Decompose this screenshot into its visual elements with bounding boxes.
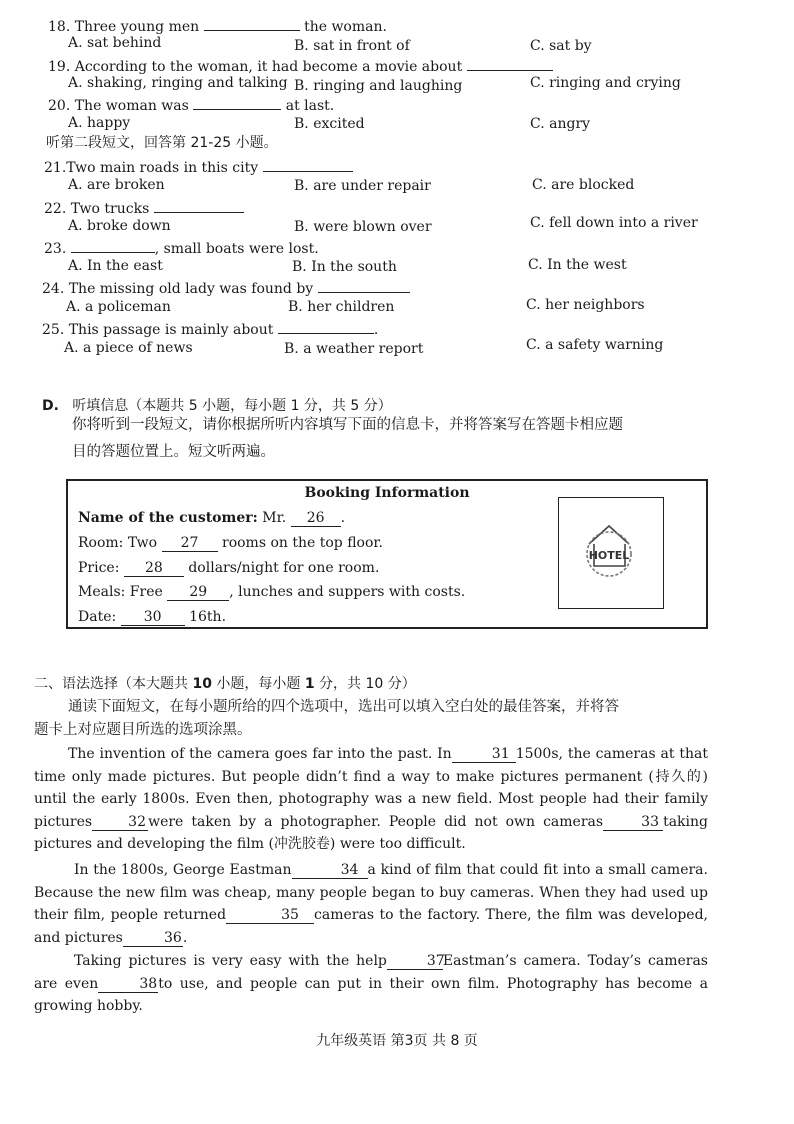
card-price-line: Price: 28 dollars/night for one room. [78,560,380,576]
blank-32[interactable]: 32 [92,814,148,831]
blank-28[interactable]: 28 [124,560,184,577]
blank-36[interactable]: 36 [123,930,183,947]
q19-option-c[interactable]: C. ringing and crying [530,75,681,91]
q19-blank[interactable] [467,54,553,71]
blank-37[interactable]: 37 [387,953,443,970]
card-title: Booking Information [304,485,470,501]
q18-option-a[interactable]: A. sat behind [68,35,162,51]
blank-35[interactable]: 35 [226,907,314,924]
card-date-line: Date: 30 16th. [78,609,227,625]
q23-option-b[interactable]: B. In the south [292,259,397,275]
q22-stem: 22. Two trucks [44,196,244,219]
q20-option-c[interactable]: C. angry [530,116,591,132]
q24-option-c[interactable]: C. her neighbors [526,297,645,313]
q18-stem: 18. Three young men the woman. [48,14,387,37]
passage2-instruction: 听第二段短文，回答第 21-25 小题。 [46,135,278,151]
section-d-instruction-2: 目的答题位置上。短文听两遍。 [72,444,275,460]
q25-option-b[interactable]: B. a weather report [284,341,424,357]
hotel-stamp-icon [559,498,662,607]
q21-blank[interactable] [263,155,353,172]
q24-option-b[interactable]: B. her children [288,299,395,315]
q19-stem: 19. According to the woman, it had become a movie about [48,54,553,77]
section-2-instruction-2: 题卡上对应题目所选的选项涂黑。 [34,722,252,738]
q25-stem: 25. This passage is mainly about . [42,317,378,340]
q18-option-b[interactable]: B. sat in front of [294,38,410,54]
hotel-stamp-frame [558,497,664,609]
section-2-heading: 二、语法选择（本大题共 10 小题，每小题 1 分，共 10 分） [34,676,416,692]
q24-option-a[interactable]: A. a policeman [66,299,171,315]
q24-blank[interactable] [318,276,410,293]
blank-38[interactable]: 38 [98,976,158,993]
card-meals-line: Meals: Free 29 , lunches and suppers with costs. [78,584,466,600]
section-d-instruction-1: 你将听到一段短文，请你根据所听内容填写下面的信息卡，并将答案写在答题卡相应题 [72,417,623,433]
section-d-heading: D. 听填信息（本题共 5 小题，每小题 1 分，共 5 分） [42,398,392,414]
booking-information-card [66,479,708,629]
q23-option-c[interactable]: C. In the west [528,257,627,273]
blank-30[interactable]: 30 [121,609,185,626]
q23-option-a[interactable]: A. In the east [68,258,163,274]
grammar-paragraph-2: In the 1800s, George Eastman 34 a kind of film that could fit into a small camera. Because the new film was cheap, many people began to buy cameras. When they had used up their film, people returned 35 cameras to the factory. There, the film was developed, and pictures 36. [34,862,709,946]
q19-option-b[interactable]: B. ringing and laughing [294,78,463,94]
blank-27[interactable]: 27 [162,535,218,552]
q18-blank[interactable] [204,14,300,31]
section-2-instruction-1: 通读下面短文，在每小题所给的四个选项中，选出可以填入空白处的最佳答案，并将答 [68,699,619,715]
page-footer: 九年级英语 第3页 共 8 页 [316,1033,478,1049]
q22-option-c[interactable]: C. fell down into a river [530,215,698,231]
q20-blank[interactable] [193,93,281,110]
blank-33[interactable]: 33 [603,814,663,831]
blank-34[interactable]: 34 [292,862,368,879]
q20-stem: 20. The woman was at last. [48,93,334,116]
q24-stem: 24. The missing old lady was found by [42,276,410,299]
q19-option-a[interactable]: A. shaking, ringing and talking [68,75,288,91]
q25-blank[interactable] [278,317,374,334]
q18-option-c[interactable]: C. sat by [530,38,592,54]
card-name-line: Name of the customer: Mr. 26 . [78,510,346,526]
q20-option-b[interactable]: B. excited [294,116,365,132]
q25-option-c[interactable]: C. a safety warning [526,337,664,353]
svg-text:HOTEL: HOTEL [588,549,630,562]
q21-option-a[interactable]: A. are broken [68,177,165,193]
q25-option-a[interactable]: A. a piece of news [64,340,193,356]
card-room-line: Room: Two 27 rooms on the top floor. [78,535,383,551]
blank-29[interactable]: 29 [167,584,229,601]
q22-blank[interactable] [154,196,244,213]
q22-option-a[interactable]: A. broke down [68,218,171,234]
q23-stem: 23. , small boats were lost. [44,236,319,259]
q23-blank[interactable] [71,236,155,253]
q22-option-b[interactable]: B. were blown over [294,219,432,235]
q21-stem: 21.Two main roads in this city [44,155,353,178]
grammar-paragraph-1: The invention of the camera goes far into the past. In 31 1500s, the cameras at that time only made pictures. But people didn’t find a way to make pictures permanent (持久的) until the early 1800s. Even then, photography was a new field. Most people had their family pictures 32 were taken by a photographer. People did not own cameras 33 taking pictures and developing the film (冲洗胶卷) were too difficult. [34,746,708,852]
q21-option-c[interactable]: C. are blocked [532,177,635,193]
q21-option-b[interactable]: B. are under repair [294,178,431,194]
grammar-paragraph-3: Taking pictures is very easy with the help 37Eastman’s camera. Today’s cameras are even 38to use, and people can put in their own film. Photography has become a growing hobby. [34,953,708,1014]
blank-26[interactable]: 26 [291,510,341,527]
q20-option-a[interactable]: A. happy [68,115,131,131]
blank-31[interactable]: 31 [452,746,516,763]
